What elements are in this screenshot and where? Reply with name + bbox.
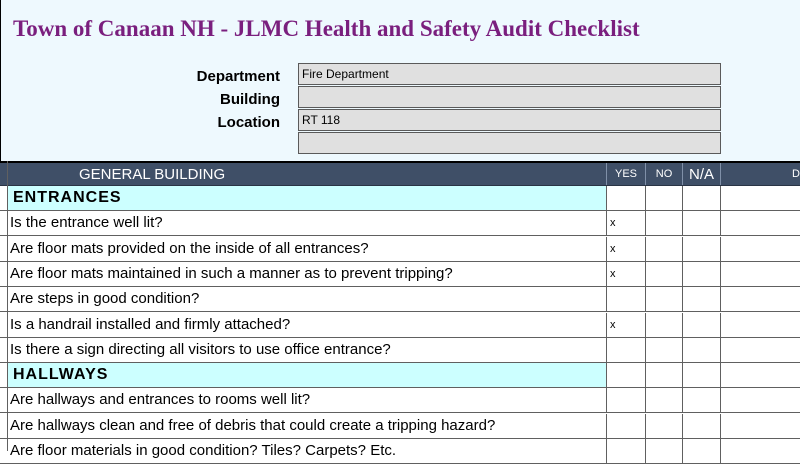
question-text: Are hallways and entrances to rooms well lit?	[7, 388, 607, 412]
na-cell[interactable]	[683, 262, 721, 286]
yes-cell[interactable]: x	[607, 262, 646, 286]
question-text: Is there a sign directing all visitors to use office entrance?	[7, 338, 607, 362]
question-row	[0, 439, 800, 464]
no-cell[interactable]	[646, 313, 683, 337]
building-field[interactable]	[298, 86, 721, 108]
building-label: Building	[220, 91, 280, 108]
details-cell[interactable]	[721, 363, 800, 387]
question-text: Are floor mats maintained in such a manner as to prevent tripping?	[7, 262, 607, 286]
question-text: Is the entrance well lit?	[7, 211, 607, 235]
question-row	[0, 262, 800, 287]
no-cell[interactable]	[646, 388, 683, 412]
details-cell[interactable]	[721, 262, 800, 286]
yes-cell[interactable]: x	[607, 237, 646, 261]
yes-cell[interactable]	[607, 414, 646, 438]
no-cell[interactable]	[646, 237, 683, 261]
department-label: Department	[196, 68, 280, 85]
section-header-general-building: GENERAL BUILDING	[7, 163, 607, 185]
na-cell[interactable]	[683, 439, 721, 463]
details-cell[interactable]	[721, 414, 800, 438]
question-row	[0, 211, 800, 236]
no-cell[interactable]	[646, 211, 683, 235]
details-cell[interactable]	[721, 237, 800, 261]
table-header-row	[0, 161, 800, 186]
details-cell[interactable]	[721, 211, 800, 235]
no-cell[interactable]	[646, 287, 683, 311]
no-cell[interactable]	[646, 338, 683, 362]
location-label: Location	[217, 114, 280, 131]
yes-cell[interactable]	[607, 287, 646, 311]
details-cell[interactable]	[721, 338, 800, 362]
no-cell[interactable]	[646, 262, 683, 286]
yes-cell[interactable]	[607, 338, 646, 362]
details-cell[interactable]	[721, 388, 800, 412]
question-text: Are floor materials in good condition? Tiles? Carpets? Etc.	[7, 439, 607, 463]
question-row	[0, 338, 800, 363]
yes-cell[interactable]	[607, 363, 646, 387]
column-header-yes: YES	[607, 163, 646, 185]
details-cell[interactable]	[721, 439, 800, 463]
no-cell[interactable]	[646, 186, 683, 210]
na-cell[interactable]	[683, 338, 721, 362]
yes-cell[interactable]: x	[607, 211, 646, 235]
department-field[interactable]: Fire Department	[298, 63, 721, 85]
question-row	[0, 237, 800, 262]
no-cell[interactable]	[646, 363, 683, 387]
page-title: Town of Canaan NH - JLMC Health and Safety Audit Checklist	[13, 16, 640, 41]
question-text: Are floor mats provided on the inside of all entrances?	[7, 237, 607, 261]
section-title: ENTRANCES	[7, 186, 607, 210]
yes-cell[interactable]	[607, 388, 646, 412]
question-row	[0, 414, 800, 439]
no-cell[interactable]	[646, 439, 683, 463]
details-cell[interactable]	[721, 186, 800, 210]
details-cell[interactable]	[721, 313, 800, 337]
na-cell[interactable]	[683, 414, 721, 438]
column-header-na: N/A	[683, 163, 721, 185]
na-cell[interactable]	[683, 363, 721, 387]
yes-cell[interactable]	[607, 186, 646, 210]
yes-cell[interactable]	[607, 439, 646, 463]
question-row	[0, 287, 800, 312]
no-cell[interactable]	[646, 414, 683, 438]
question-text: Is a handrail installed and firmly attached?	[7, 313, 607, 337]
na-cell[interactable]	[683, 388, 721, 412]
location-field[interactable]: RT 118	[298, 109, 721, 131]
section-row	[0, 186, 800, 211]
column-header-no: NO	[646, 163, 683, 185]
question-row	[0, 313, 800, 338]
form-header	[0, 0, 800, 161]
left-grid-rule	[7, 161, 8, 451]
section-row	[0, 363, 800, 388]
yes-cell[interactable]: x	[607, 313, 646, 337]
na-cell[interactable]	[683, 186, 721, 210]
question-row	[0, 388, 800, 413]
details-cell[interactable]	[721, 287, 800, 311]
column-header-d: D	[792, 168, 800, 180]
na-cell[interactable]	[683, 313, 721, 337]
extra-field[interactable]	[298, 132, 721, 154]
section-title: HALLWAYS	[7, 363, 607, 387]
na-cell[interactable]	[683, 211, 721, 235]
na-cell[interactable]	[683, 287, 721, 311]
na-cell[interactable]	[683, 237, 721, 261]
question-text: Are hallways clean and free of debris that could create a tripping hazard?	[7, 414, 607, 438]
question-text: Are steps in good condition?	[7, 287, 607, 311]
